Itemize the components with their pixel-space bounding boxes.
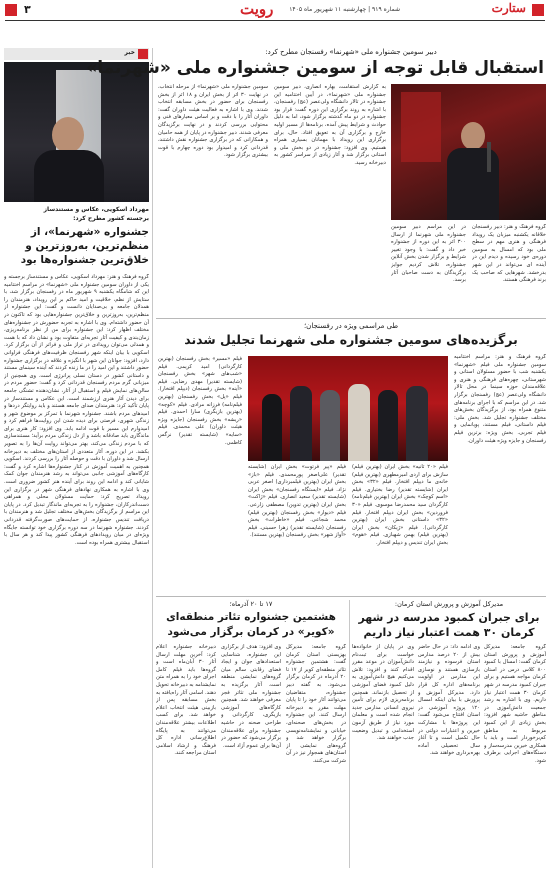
top-story-col3: به گزارش استقامت، بهاره انصاری، دبیر سومین جشنواره ملی «شهرنما»، در آیین اختتامیه این جشنواره در تالار دانشگاه ولی‌عصر (عج) رفسنجان، با اشاره به روند برگزاری این دوره گفت: قرار بود جشنواره در دو ماه گذشته برگزار شود، اما به دلیل حوادث و شرایط پیش آمده، برنامه‌ها از مسیر اولیه خارج و برگزاری آن به تعویق افتاد. حال، برای برگزاری این رویداد با مهمانان بسیاری همراه هستیم. وی افزود: جشنواره در دو بخش ملی و استانی برگزار شد و آثار زیادی از سراسر کشور به دبیرخانه رسید. (274, 84, 386, 166)
sidebar-title: جشنواره «شهرنما»، از منظم‌ترین، به‌روزترین و خلاق‌ترین جشنواره‌ها بود (20, 226, 149, 266)
top-story-kicker: دبیر سومین جشنواره ملی «شهرنما» رفسنجان مطرح کرد: (265, 48, 437, 56)
bottom-right-title: برای جبران کمبود مدرسه در شهر کرمان ۳۰ همت اعتبار نیاز داریم (358, 611, 540, 639)
photo-speaker-body (447, 148, 499, 220)
photo-person-head (52, 117, 84, 153)
sidebar-byline-2: برجسته کشور مطرح کرد: (73, 215, 149, 222)
section-logo: ستارت (491, 1, 526, 15)
bottom-right-col2: وی ادامه داد: در حال حاضر بیش از ۲۰ درصد مدارس استان فرسوده و نیازمند بازسازی هستند و نوسازی این مدارس در اولویت برنامه‌های اداره کل قرار دارد. مدیرکل آموزش و پرورش با بیان اینکه امسال ۱۲۰ پروژه آموزشی در استان افتتاح می‌شود گفت: این پروژه‌ها با مشارکت خیرین و اعتبارات دولتی در حال تکمیل است و تا آغاز سال تحصیلی آماده بهره‌برداری خواهند شد. (418, 644, 480, 757)
issue-line: شماره ۹۱۹ | چهارشنبه ۱۱ شهریور ماه ۱۴۰۵ (289, 6, 400, 13)
top-story-col1: گروه فرهنگ و هنر: دبیر رفسنجان خلاقانه یکشنبه میزبان یک رویداد فرهنگی و هنری مهم در سطح ملی بود که امسال به سومین دوره‌ی خود رسیده و دیدم این در آینده ای می‌تواند در این شهر بدرخشد. شهرهایی که صاحب یک برند فرهنگی هستند. (472, 224, 546, 284)
middle-story-kicker: طی مراسمی ویژه در رفسنجان؛ (303, 322, 399, 330)
speaker-photo (391, 84, 546, 220)
center-logo: رویت (240, 0, 274, 18)
bottom-divider (349, 600, 350, 868)
bottom-right-col3: وی در پایان از خانواده‌ها خواست برای ثبت‌نام دانش‌آموزان در موعد مقرر اقدام کنند و افزود: تلاش می‌کنیم هیچ دانش‌آموزی به دلیل کمبود فضای آموزشی از تحصیل بازنماند. همچنین برنامه‌ریزی لازم برای تأمین نیروی انسانی مدارس جدید انجام شده است و معلمان مورد نیاز از طریق آزمون استخدامی و تبدیل وضعیت جذب خواهند شد. (352, 644, 414, 742)
bottom-right-col1: گروه جامعه: مدیرکل آموزش و پرورش استان کرمان گفت: امسال با کمبود ۸۰۰ کلاس درس در استان کرمان مواجه هستیم و برای جبران کمبود مدرسه در شهر کرمان ۳۰ همت اعتبار نیاز داریم. وی با اشاره به رشد جمعیت دانش‌آموزی در مناطق حاشیه شهر افزود: بخش زیادی از این کمبود مربوط به مناطق کم‌برخوردار است و باید با همکاری خیرین مدرسه‌ساز و دستگاه‌های اجرایی برطرف شود. (484, 644, 546, 764)
bottom-middle-story (156, 600, 346, 868)
page-number: ۳ (24, 3, 31, 16)
left-sidebar (4, 48, 149, 868)
photo-person-3 (320, 390, 340, 461)
bottom-middle-col3: دبیرخانه جشنواره اعلام کرد: آخرین مهلت ارسال آثار ۳۰ آبان‌ماه است و گروه‌ها باید فیلم کامل اجرای خود را به همراه متن نمایشنامه به دبیرخانه تحویل دهند. اسامی آثار راه‌یافته به بخش مسابقه پس از بازبینی هیئت انتخاب اعلام خواهد شد. برای کسب اطلاعات بیشتر علاقه‌مندان می‌توانند به پایگاه اطلاع‌رسانی اداره کل فرهنگ و ارشاد اسلامی استان مراجعه کنند. (156, 644, 216, 757)
middle-story-col3: فیلم «پیر فرتوت» بخش ایران (شایسته تقدیر) علی‌اصغر پورمحمدی. فیلم «باز» بخش ایران (بهترین فیلمبرداری) اصغر عربی نژاد. فیلم «ایستگاه رفسنجان» بخش ایران (شایسته تقدیر) سعید انصاری. فیلم «ژاکت» بخش ایران (بهترین تدوین) مصطفی زارعی. فیلم «دیوار» بخش رفسنجان (بهترین فیلم) محمد شجاعی. فیلم «خاطرات» بخش رفسنجان (شایسته تقدیر) زهرا حسینی. فیلم «آواز شهر» بخش رفسنجان (بهترین مستند). (248, 464, 346, 539)
photo-person-2 (290, 386, 312, 461)
divider-2 (156, 596, 546, 597)
bottom-middle-col2: وی افزود: هدف از برگزاری این جشنواره، شناسایی استعدادهای جوان و ایجاد فضای رقابتی سالم میان گروه‌های نمایشی منطقه است. آثار برگزیده به جشنواره ملی تئاتر فجر معرفی خواهند شد. همچنین کارگاه‌های آموزشی بازیگری، کارگردانی و طراحی صحنه در حاشیه جشنواره برای علاقه‌مندان برگزار می‌شود که حضور در آن‌ها برای عموم آزاد است. (221, 644, 281, 749)
middle-story (156, 322, 546, 592)
photo-person-6 (406, 386, 428, 461)
divider-1 (156, 318, 546, 319)
photo-person-4 (348, 384, 370, 461)
awardees-photo (248, 356, 448, 461)
top-story-col2: در این مراسم دبیر سومین جشنواره ملی شهرنما از ارسال ۳۰۰ اثر به این دوره از جشنواره خبر داد و گفت: با وجود تغییر شرایط و برگزار شدن بخش آنلاین جشنواره، تلاش کردیم جوایز برگزیدگان به دست صاحبان آثار برسد. (391, 224, 466, 284)
photo-speaker-head (461, 122, 485, 150)
sidebar-divider (152, 48, 153, 868)
middle-story-col4: فیلم «مسیر» بخش رفسنجان (بهترین کارگردانی) امید کریمی. فیلم «شب‌های شهر» بخش رفسنجان (شایسته تقدیر) مهدی رضایی. فیلم «آینه» بخش رفسنجان (دیپلم افتخار). فیلم «پل» بخش رفسنجان (بهترین فیلم‌نامه) فرزانه مرادی. فیلم «کوچه» (بهترین بازیگری) سارا احمدی. فیلم «ریشه» بخش رفسنجان (جایزه ویژه هیئت داوران) علی محمدی. فیلم «سایه» (شایسته تقدیر) نرگس کاظمی. (158, 356, 242, 446)
page-corner-mark-right (532, 4, 544, 16)
middle-story-col2: فیلم «۲۰ ثانیه» بخش ایران (بهترین فیلم) سازش برای اردی امیرمطهری (بهترین فیلم) خانه‌ی ما دیپلم افتخار. فیلم «۳۲» بخش ایران (شایسته تقدیر) رضا بختیاری. فیلم «اسم کوچک» بخش ایران (بهترین فیلم‌نامه) کارگردان سید محمدرضا موسوی. فیلم «۳۰ فروردین» بخش ایران دیپلم افتخار. فیلم «۳۲» داستانی بخش ایران (بهترین کارگردانی). فیلم «ژیکان» بخش ایران (بهترین فیلم) بهمن شهبازی. فیلم «هوم» بخش ایران تندیس و دیپلم افتخار. (352, 464, 448, 546)
photo-microphone (487, 142, 491, 172)
top-story-title: استقبال قابل توجه از سومین جشنواره ملی «شهرنما» (86, 58, 544, 78)
bottom-middle-col1: گروه جامعه: مدیرکل بهزیستی استان کرمان گفت: هشتمین جشنواره تئاتر منطقه‌ای کویر از ۱۷ تا ۲۰ آذرماه در کرمان برگزار می‌شود. به گفته دبیر جشنواره، متقاضیان می‌توانند آثار خود را تا پایان مهلت مقرر به دبیرخانه ارسال کنند. این جشنواره در بخش‌های صحنه‌ای، خیابانی و نمایشنامه‌نویسی برگزار خواهد شد و گروه‌های نمایشی از استان‌های همجوار نیز در آن شرکت می‌کنند. (286, 644, 346, 764)
bottom-right-kicker: مدیرکل آموزش و پرورش استان کرمان: (394, 600, 504, 608)
middle-story-title: برگزیده‌های سومین جشنواره ملی شهرنما تجلیل شدند (184, 332, 518, 347)
photographer-photo (4, 62, 149, 202)
photo-person-1 (262, 394, 282, 461)
news-tag: خبر (124, 49, 135, 56)
photo-person-body (34, 150, 104, 202)
bottom-middle-title: هشتمین جشنواره تئاتر منطقه‌ای «کویر» در کرمان برگزار می‌شود (166, 611, 336, 638)
top-story-col4: سومین جشنواره ملی «شهرنما» از مرحله انتخاب، در نهایت ۳۰ اثر از بخش ایران و ۱۸ اثر از بخش رفسنجان برای حضور در بخش مسابقه انتخاب شدند. وی با اشاره به فعالیت هیئت داوران گفت: داوران آثار را با دقت و بر اساس معیارهای فنی و محتوایی بررسی کردند و در نهایت برگزیدگان معرفی شدند. دبیر جشنواره در پایان از همه حامیان و همکارانی که در برگزاری جشنواره نقش داشتند، قدردانی کرد و امیدوار بود دوره چهارم با قوت بیشتری برگزار شود. (158, 84, 268, 159)
header-rule (5, 20, 545, 21)
bottom-right-story (352, 600, 546, 868)
photo-person-5 (378, 390, 398, 461)
page-header (0, 0, 550, 46)
sidebar-body: گروه فرهنگ و هنر: مهرداد اسکویی، عکاس و مستندساز برجسته و یکی از داوران سومین جشنواره ملی «شهرنما» در مراسم اختتامیه این که شامگاه یکشنبه ۹ شهریور ماه در رفسنجان برگزار شد، با ستایش از نظم، خلاقیت و امید حاکم بر این رویداد، هنرمندان را همدلان جامعه و بی‌صدایان دانست و گفت: این جشنواره از منظم‌ترین، به‌روزترین و خلاق‌ترین جشنواره‌هایی بود که تاکنون در آن حضور داشته‌ام. وی با اشاره به تجربه حضورش در جشنواره‌های مختلف اظهار کرد: این جشنواره برای من از نظر برنامه‌ریزی، زمان‌بندی و کیفیت آثار تجربه‌ای متفاوت بود و نشان داد که با همت و همدلی می‌توان رویدادی در تراز ملی و فراتر از آن برگزار کرد. اسکویی با بیان اینکه شهر رفسنجان ظرفیت‌های فرهنگی فراوانی دارد، افزود: جوانان این شهر با انگیزه و علاقه در برگزاری جشنواره حضور داشتند و این امید را در ما زنده کردند که آینده سینمای مستند و داستانی کشور در دستان نسلی پرانرژی است. وی همچنین از میزبانی گرم مردم رفسنجان قدردانی کرد و گفت: حضور مردم در سالن‌های نمایش فیلم و استقبال از آثار، نشان‌دهنده تشنگی جامعه برای دیدن آثار هنری ارزشمند است. این عکاس و مستندساز در پایان تأکید کرد: هنرمندان صدای جامعه هستند و باید روایتگر دردها و امیدهای مردم باشند. جشنواره شهرنما با تمرکز بر موضوع شهر و زندگی شهری، فرصتی برای دیده شدن این روایت‌ها فراهم کرد و امیدوارم این مسیر با قوت ادامه یابد. وی افزود: کار هنری برای ماندگاری باید صادقانه باشد و از دل زندگی مردم برآید؛ مستندسازی که با مردم زندگی می‌کند، بهتر می‌تواند روایت آن‌ها را به تصویر بکشد. در این دوره، آثار متعددی از استان‌های مختلف به دبیرخانه ارسال شد و داوران با دقت و حوصله آثار را بررسی کردند. اسکویی همچنین به اهمیت آموزش در کنار جشنواره‌ها اشاره کرد و گفت: کارگاه‌های آموزشی جانبی می‌تواند به رشد هنرمندان جوان کمک شایانی کند و ادامه این روند برای آینده هنر کشور ضروری است. وی با اشاره به همکاری نهادهای فرهنگی شهر در برگزاری این رویداد تصریح کرد: حمایت مسئولان محلی و همراهی دست‌اندرکاران، جشنواره را به تجربه‌ای ماندگار تبدیل کرد. در پایان این مراسم از برگزیدگان بخش‌های مختلف تجلیل شد و هنرمندان با دریافت تندیس جشنواره، از حمایت‌های صورت‌گرفته قدردانی کردند. جشنواره شهرنما در سه دوره برگزاری خود توانسته جایگاه ویژه‌ای در میان رویدادهای فرهنگی کشور پیدا کند و هر سال با استقبال بیشتری همراه بوده است. (4, 274, 149, 546)
page-corner-mark (5, 4, 17, 16)
photo-stage-light (401, 92, 441, 162)
middle-story-col1: گروه فرهنگ و هنر: مراسم اختتامیه سومین جشنواره ملی فیلم «شهرنما» یکشنبه شب با حضور مسئولان استانی و شهرستانی، چهره‌های فرهنگی و هنری و علاقه‌مندان حوزه سینما در محل تالار دانشگاه ولی‌عصر (عج) رفسنجان برگزار شد. در این مراسم که با اجرای برنامه‌های متنوع همراه بود، از برگزیدگان بخش‌های مختلف جشنواره تجلیل شد. بخش ملی: فیلم داستانی، فیلم مستند، پویانمایی و فیلم تجربی. بخش ویژه: برترین فیلم رفسنجان و جایزه ویژه هیئت داوران. (454, 354, 546, 444)
sidebar-byline-1: مهرداد اسکویی، عکاس و مستندساز (43, 206, 149, 213)
bottom-middle-kicker: ۱۷ تا ۲۰ آذرماه؛ (229, 600, 273, 608)
